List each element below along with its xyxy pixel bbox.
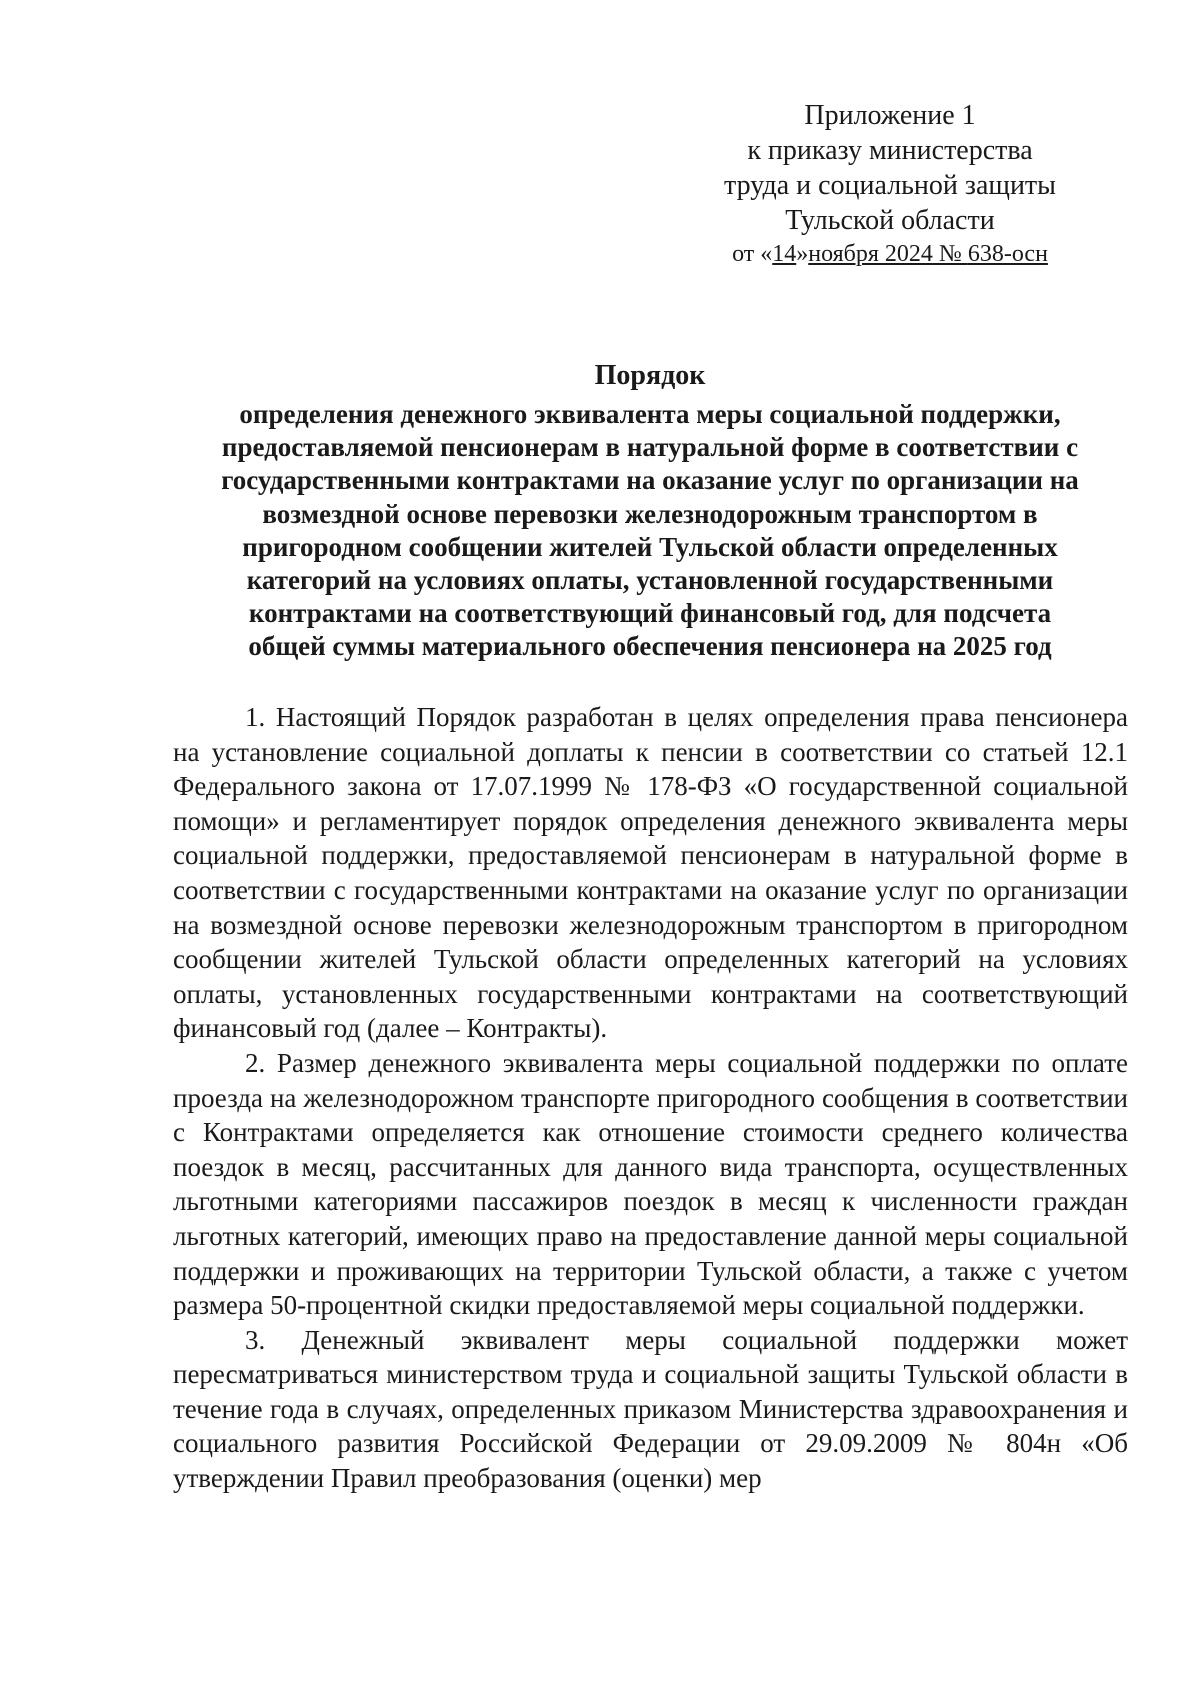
- paragraph-3: 3. Денежный эквивалент меры социальной поддержки может пересматриваться министерством труда и социальной защиты Тульской области в течение года в случаях, определенных приказом Министерства здравоохранения и социального развития Российской Федерации от 29.09.2009 № 804н «Об утверждении Правил преобразования (оценки) мер: [173, 1324, 1128, 1494]
- title-line: категорий на условиях оплаты, установленной государственными: [246, 565, 1054, 596]
- appendix-order-ref: к приказу министерства: [747, 135, 1033, 166]
- date-month-year: ноября 2024: [808, 241, 933, 267]
- title-line: государственными контрактами на оказание услуг по организации на: [221, 465, 1079, 496]
- title-line: возмездной основе перевозки железнодорожным транспортом в: [262, 498, 1038, 529]
- paragraph-1: 1. Настоящий Порядок разработан в целях определения права пенсионера на установление социальной доплаты к пенсии в соответствии со статьей 12.1 Федерального закона от 17.07.1999 № 178-ФЗ «О государственной социальной помощи» и регламентирует порядок определения денежного эквивалента меры социальной поддержки, предоставляемой пенсионерам в натуральной форме в соответствии с государственными контрактами на оказание услуг по организации на возмездной основе перевозки железнодорожным транспортом в пригородном сообщении жителей Тульской области определенных категорий на условиях оплаты, установленных государственными контрактами на соответствующий финансовый год (далее – Контракты).: [173, 702, 1128, 1044]
- date-number: 638-осн: [967, 241, 1048, 267]
- appendix-ministry: труда и социальной защиты: [724, 170, 1056, 201]
- title-subtitle: [180, 398, 1120, 664]
- document-body: [173, 700, 1128, 1496]
- title-line: общей суммы материального обеспечения пенсионера на 2025 год: [248, 631, 1052, 662]
- date-prefix: от «: [732, 241, 773, 267]
- paragraph-2: 2. Размер денежного эквивалента меры социальной поддержки по оплате проезда на железнодорожном транспорте пригородного сообщения в соответствии с Контрактами определяется как отношение стоимости среднего количества поездок в месяц, рассчитанных для данного вида транспорта, осуществленных льготными категориями пассажиров поездок в месяц к численности граждан льготных категорий, имеющих право на предоставление данной меры социальной поддержки и проживающих на территории Тульской области, а также с учетом размера 50-процентной скидки предоставляемой меры социальной поддержки.: [173, 1047, 1128, 1321]
- title-line: пригородном сообщении жителей Тульской области определенных: [242, 531, 1058, 562]
- appendix-date-line: [700, 238, 1080, 270]
- appendix-header: [700, 98, 1080, 270]
- title-main: Порядок: [594, 360, 706, 391]
- title-line: определения денежного эквивалента меры социальной поддержки,: [239, 399, 1061, 429]
- date-number-sign: №: [932, 241, 968, 267]
- date-day: 14: [772, 241, 797, 267]
- title-line: контрактами на соответствующий финансовый год, для подсчета: [248, 598, 1052, 629]
- document-title: [180, 358, 1120, 664]
- appendix-region: Тульской области: [785, 205, 995, 236]
- date-mid: »: [796, 241, 809, 267]
- title-line: предоставляемой пенсионерам в натуральной форме в соответствии с: [221, 432, 1079, 463]
- appendix-label: Приложение 1: [804, 100, 976, 131]
